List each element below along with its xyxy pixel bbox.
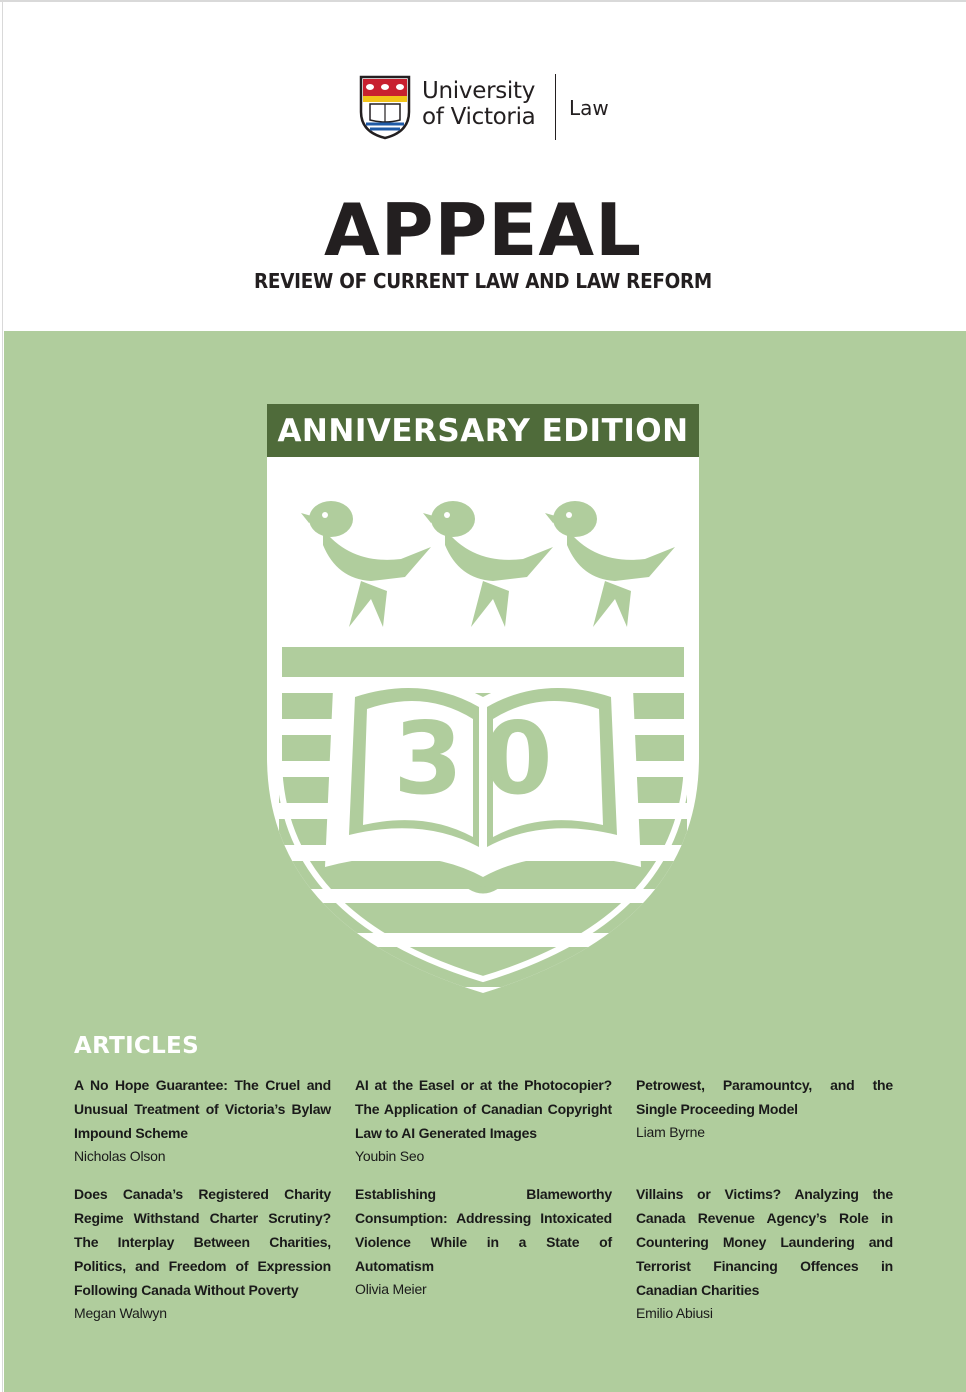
article-author: Olivia Meier <box>355 1281 427 1297</box>
article-item <box>355 1182 612 1301</box>
article-author: Megan Walwyn <box>74 1305 167 1321</box>
university-logo <box>358 74 618 144</box>
article-item <box>636 1182 893 1325</box>
journal-title: APPEAL <box>323 188 643 272</box>
faculty-name: Law <box>569 96 609 120</box>
article-title: AI at the Easel or at the Photocopier? The Application of Canadian Copyright Law to AI Generated Images <box>355 1077 612 1141</box>
anniversary-banner: ANNIVERSARY EDITION <box>267 404 699 457</box>
article-author: Emilio Abiusi <box>636 1305 713 1321</box>
article-title: Does Canada’s Registered Charity Regime Withstand Charter Scrutiny? The Interplay Between Charities, Politics, and Freedom of Expression Following Canada Without Poverty <box>74 1186 331 1298</box>
journal-subtitle: REVIEW OF CURRENT LAW AND LAW REFORM <box>254 269 712 293</box>
university-name <box>422 78 535 130</box>
articles-heading: ARTICLES <box>74 1033 199 1059</box>
university-name-line2: of Victoria <box>422 104 536 130</box>
article-item <box>74 1073 331 1168</box>
university-name-line1: University <box>422 78 536 104</box>
article-title: Villains or Victims? Analyzing the Canada Revenue Agency’s Role in Countering Money Laundering and Terrorist Financing Offences in Canadian Charities <box>636 1186 893 1298</box>
article-item <box>636 1073 893 1144</box>
article-item <box>74 1182 331 1325</box>
page-border <box>0 0 966 2</box>
university-crest-icon <box>358 74 412 140</box>
article-title: Establishing Blameworthy Consumption: Addressing Intoxicated Violence While in a State of Automatism <box>355 1186 612 1274</box>
anniversary-shield-emblem <box>267 457 699 993</box>
article-author: Nicholas Olson <box>74 1148 166 1164</box>
logo-divider <box>555 74 556 140</box>
anniversary-number: 30 <box>393 700 573 817</box>
article-title: Petrowest, Paramountcy, and the Single Proceeding Model <box>636 1077 893 1117</box>
article-author: Liam Byrne <box>636 1124 705 1140</box>
article-item <box>355 1073 612 1168</box>
article-author: Youbin Seo <box>355 1148 425 1164</box>
article-title: A No Hope Guarantee: The Cruel and Unusual Treatment of Victoria’s Bylaw Impound Scheme <box>74 1077 331 1141</box>
